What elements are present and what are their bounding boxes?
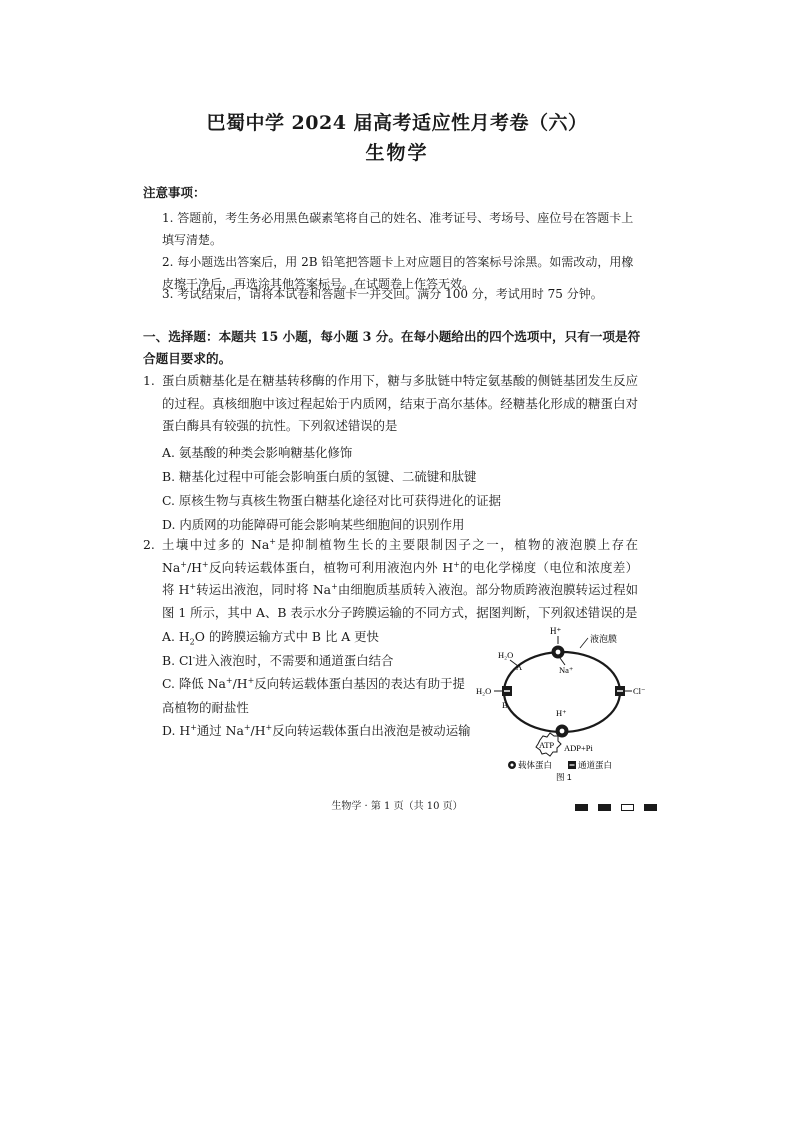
note-item-3: 3. 考试结束后，请将本试卷和答题卡一并交回。满分 100 分，考试用时 75 分钟。: [162, 287, 603, 301]
section-heading: 一、选择题：本题共 15 小题，每小题 3 分。在每小题给出的四个选项中，只有一项是符合题目要求的。: [143, 329, 641, 366]
h-plus-top-label: H⁺: [550, 626, 562, 636]
question-stem: 蛋白质糖基化是在糖基转移酶的作用下，糖与多肽链中特定氨基酸的侧链基团发生反应的过程。真核细胞中该过程起始于内质网，结束于高尔基体。经糖基化形成的糖蛋白对蛋白酶具有较强的抗性。下列叙述错误的是: [162, 373, 638, 433]
question-number: 2.: [143, 537, 155, 552]
path-a-label: A: [516, 662, 523, 672]
question-number: 1.: [143, 373, 155, 388]
path-b-label: B: [502, 700, 508, 710]
q2-option-d: D. H+通过 Na+/H+反向转运载体蛋白出液泡是被动运输: [162, 722, 471, 738]
cl-minus-label: Cl⁻: [633, 686, 646, 696]
subject-title: 生物学: [365, 142, 429, 164]
q2-option-a: A. $H_2O$ 的跨膜运输方式中 B 比 A 更快: [162, 629, 379, 647]
question-stem: 土壤中过多的 Na+是抑制植物生长的主要限制因子之一，植物的液泡膜上存在 Na+/H+反向转运载体蛋白，植物可利用液泡内外 H+的电化学梯度（电位和浓度差）将 H+转运出液泡，同时将 Na+由细胞质基质转入液泡。部分物质跨液泡膜转运过程如图 1 所示，其中 A、B 表示水分子跨膜运输的不同方式，据图判断，下列叙述错误的是: [162, 536, 639, 620]
adp-label: ADP+Pi: [564, 743, 593, 753]
q1-option-a: A. 氨基酸的种类会影响糖基化修饰: [162, 445, 353, 460]
note-item-1: 1. 答题前，考生务必用黑色碳素笔将自己的姓名、准考证号、考场号、座位号在答题卡上填写清楚。: [162, 211, 634, 247]
na-plus-label: Na⁺: [559, 665, 574, 675]
q2-option-b: B. Cl-进入液泡时，不需要和通道蛋白结合: [162, 652, 394, 668]
atp-label: ATP: [539, 740, 555, 750]
q1-option-c: C. 原核生物与真核生物蛋白糖基化途径对比可获得进化的证据: [162, 493, 502, 508]
note-item-2: 2. 每小题选出答案后，用 2B 铅笔把答题卡上对应题目的答案标号涂黑。如需改动，用橡皮擦干净后，再选涂其他答案标号。在试题卷上作答无效。: [162, 255, 634, 291]
membrane-label: 液泡膜: [590, 634, 618, 644]
h-plus-bottom-label: H⁺: [556, 708, 567, 718]
legend-carrier-label: 载体蛋白: [518, 760, 553, 770]
exam-title: 巴蜀中学 2024 届高考适应性月考卷（六）: [206, 112, 588, 134]
q1-option-d: D. 内质网的功能障碍可能会影响某些细胞间的识别作用: [162, 517, 465, 532]
figure-caption: 图 1: [556, 772, 572, 782]
answer-marks: [575, 797, 667, 816]
notes-heading: 注意事项：: [143, 185, 206, 200]
figure-1-diagram: [470, 620, 660, 785]
legend-channel-label: 通道蛋白: [578, 760, 613, 770]
q2-option-c: C. 降低 Na+/H+反向转运载体蛋白基因的表达有助于提高植物的耐盐性: [162, 675, 465, 715]
h2o-a-label: H₂O: [498, 650, 514, 660]
h2o-b-label: H₂O: [476, 686, 492, 696]
q1-option-b: B. 糖基化过程中可能会影响蛋白质的氢键、二硫键和肽键: [162, 469, 477, 484]
page-footer: 生物学 · 第 1 页（共 10 页）: [331, 801, 463, 812]
